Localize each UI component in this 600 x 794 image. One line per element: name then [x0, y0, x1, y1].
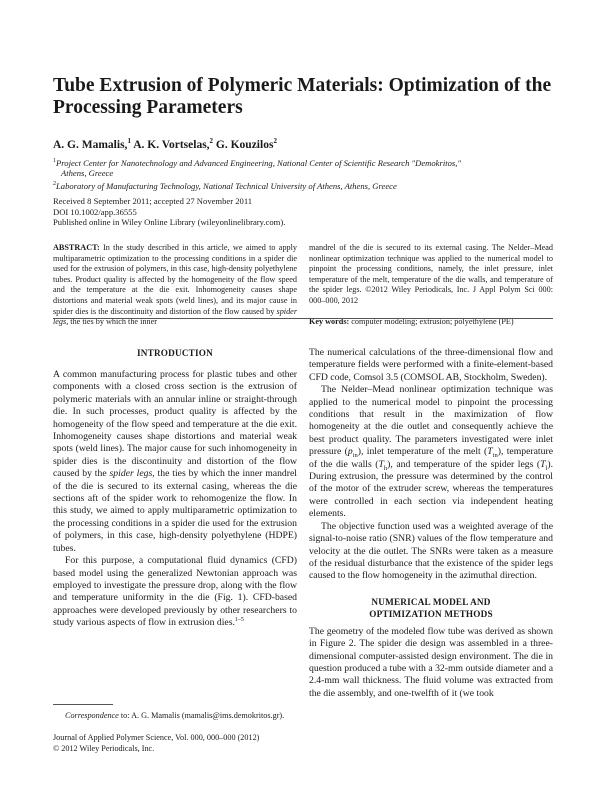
abstract-left: ABSTRACT: In the study described in this article, we aimed to apply multiparametric optimization to the processing conditions in a spider die used for the extrusion of polymers, in this case, high-density polyethylene tubes. Product quality is affected by the homogeneity of the flow speed and the temperature at the die exit. Inhomogeneity causes shape distortions and material weak spots (weld lines), and its major cause in spider dies is the discontinuity and distortion of the flow caused by spider legs, the ties by which the inner	[53, 243, 297, 327]
section-heading-introduction: INTRODUCTION	[137, 348, 213, 358]
footer-copyright: © 2012 Wiley Periodicals, Inc.	[53, 743, 155, 753]
article-title: Tube Extrusion of Polymeric Materials: Optimization of the Processing Parameters	[53, 75, 552, 118]
affiliation-2: $^2$Laboratory of Manufacturing Technology, National Technical University of Athens, Athens, Greece	[53, 180, 397, 191]
body-column-right	[309, 347, 553, 700]
author: G. Kouzilos$^2$	[215, 137, 277, 151]
paragraph: The geometry of the modeled flow tube was derived as shown in Figure 2. The spider die design was assembled in a three-dimensional computer-assisted design environment. The die in question produced a tube with a 32-mm outside diameter and a 2.4-mm wall thickness. The fluid volume was extracted from the die assembly, and one-twelfth of it (we took	[309, 625, 553, 699]
section-heading-numerical-model: NUMERICAL MODEL AND OPTIMIZATION METHODS	[369, 596, 493, 619]
correspondence-note: Correspondence to: A. G. Mamalis (mamalis@ims.demokritos.gr).	[65, 711, 285, 720]
reference-citation: 1–5	[234, 616, 244, 623]
paragraph: A common manufacturing process for plastic tubes and other components with a closed cross section is the extrusion of polymeric materials with an annular inline or straight-through die. In such processes, product quality is affected by the homogeneity of the flow speed and temperature at the die exit. Inhomogeneity causes shape distortions and material weak spots (weld lines). The major cause for such inhomogeneity in spider dies is the discontinuity and distortion of the flow caused by the spider legs, the ties by which the inner mandrel of the die is secured to its external casing, whereas the die sections aft of the spider work to rehomogenize the flow. In this study, we aimed to apply multiparametric optimization to the processing conditions in a spider die used for the extrusion of polymers, in this case, high-density polyethylene (HDPE) tubes.	[53, 369, 297, 554]
affiliation-1-continued: Athens, Greece	[61, 168, 114, 179]
footnote-area	[53, 704, 297, 754]
abstract-copyright: ©2012 Wiley Periodicals, Inc. J Appl Polym Sci 000: 000–000, 2012	[309, 285, 553, 305]
author: A. K. Vortselas,$^2$	[133, 137, 214, 151]
affiliations	[53, 156, 553, 192]
journal-citation: Journal of Applied Polymer Science, Vol. 000, 000–000 (2012)	[53, 733, 260, 743]
doi: DOI 10.1002/app.36555	[53, 206, 137, 217]
paragraph: The objective function used was a weighted average of the signal-to-noise ratio (SNR) values of the flow temperature and velocity at the die outlet. The SNRs were taken as a measure of the residual disturbance that the existence of the spider legs caused to the flow homogeneity in the azimuthal direction.	[309, 520, 553, 582]
affiliation-1: $^1$Project Center for Nanotechnology and Advanced Engineering, National Center of Scientific Research "Demokritos,"	[53, 157, 461, 168]
paragraph: The Nelder–Mead nonlinear optimization technique was applied to the numerical model to pinpoint the processing conditions that result in the maximization of flow homogeneity at the die outlet and consequently achieve the best product quality. The parameters investigated were inlet pressure $(p_{in})$, inlet temperature of the melt $(T_{in})$, temperature of the die walls $(T_h)$, and temperature of the spider legs $(T_l)$. During extrusion, the pressure was determined by the control of the motor of the extruder screw, whereas the temperatures were controlled in each section via independent heating elements.	[309, 384, 553, 520]
abstract-label: ABSTRACT:	[53, 243, 100, 252]
footnote-rule	[53, 704, 113, 705]
author-list	[53, 137, 553, 151]
body-column-left	[53, 347, 297, 630]
keywords: Key words: computer modeling; extrusion; polyethylene (PE)	[309, 316, 514, 326]
paragraph: The numerical calculations of the three-dimensional flow and temperature fields were performed with a finite-element-based CFD code, Comsol 3.5 (COMSOL AB, Stockholm, Sweden).	[309, 347, 553, 383]
published-online: Published online in Wiley Online Library (wileyonlinelibrary.com).	[53, 217, 286, 228]
author: A. G. Mamalis,$^1$	[53, 137, 131, 151]
publication-history	[53, 196, 553, 228]
abstract-right: mandrel of the die is secured to its external casing. The Nelder–Mead nonlinear optimization technique was applied to the numerical model to pinpoint the processing conditions, namely, the inlet pressure, inlet temperature of the melt, temperature of the die walls, and temperature of the spider legs. ©2012 Wiley Periodicals, Inc. J Appl Polym Sci 000: 000–000, 2012 Key words: computer modeling; extrusion; polyethylene (PE)	[309, 243, 553, 326]
abstract-divider	[53, 318, 553, 319]
received-date: Received 8 September 2011; accepted 27 November 2011	[53, 196, 253, 206]
paragraph: For this purpose, a computational fluid dynamics (CFD) based model using the generalized Newtonian approach was employed to investigate the pressure drop, along with the flow and temperature uniformity in the die (Fig. 1). CFD-based approaches were developed previously by other researchers to study various aspects of flow in extrusion dies.$^{1-5}$	[53, 555, 297, 629]
